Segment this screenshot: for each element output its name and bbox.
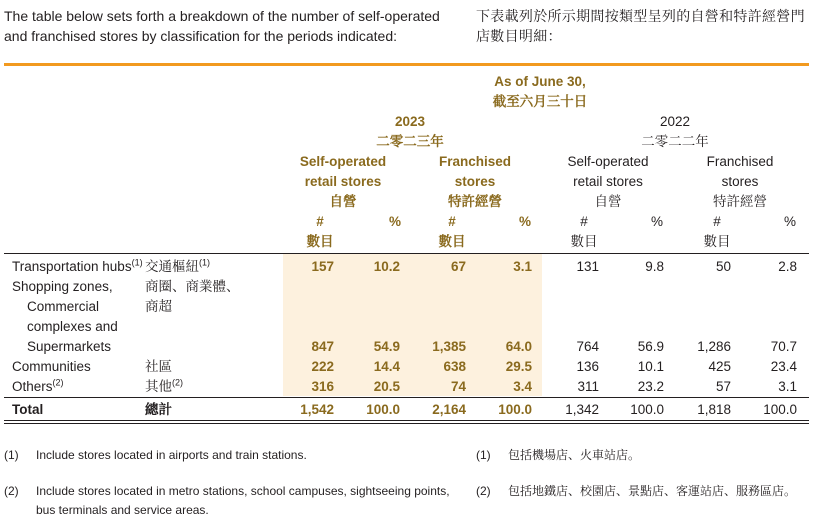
- header-2023-self-operated: Self-operated retail stores 自營: [299, 154, 387, 209]
- cell-shopping-2023-self-pct: 54.9: [373, 339, 400, 354]
- as-of-english: As of June 30,: [494, 74, 586, 89]
- row-label-total-zh: 總計: [145, 402, 172, 417]
- cell-others-2023-fran-pct: 3.4: [513, 379, 532, 394]
- cell-shopping-2023-fran-pct: 64.0: [505, 339, 532, 354]
- year-2023-chinese: 二零二三年: [376, 134, 444, 149]
- cell-transport-2023-fran-count: 67: [450, 259, 466, 274]
- cell-others-2022-fran-count: 57: [715, 379, 731, 394]
- cell-communities-2022-self-pct: 10.1: [637, 359, 664, 374]
- cell-communities-2023-fran-pct: 29.5: [505, 359, 532, 374]
- row-label-communities-zh: 社區: [145, 359, 172, 374]
- year-2023-heading: [310, 112, 510, 152]
- cell-transport-2023-self-pct: 10.2: [373, 259, 400, 274]
- cell-total-2022-self-pct: 100.0: [630, 402, 664, 417]
- cell-others-2023-self-pct: 20.5: [373, 379, 400, 394]
- cell-transport-2022-self-count: 131: [576, 259, 599, 274]
- year-2022: 2022: [659, 114, 691, 129]
- cell-shopping-2022-self-count: 764: [576, 339, 599, 354]
- cell-transport-2022-self-pct: 9.8: [645, 259, 664, 274]
- header-2022-fran-pct: %: [783, 214, 796, 229]
- intro-english-line-2: and franchised stores by classification for the periods indicated:: [4, 28, 397, 44]
- footnote-1-text: Include stores located in airports and train stations.: [36, 448, 307, 462]
- row-label-others-zh: 其他$^{(2)}$: [145, 377, 183, 394]
- cell-communities-2023-fran-count: 638: [443, 359, 466, 374]
- footnote-2-text: Include stores located in metro stations, school campuses, sightseeing points, bus terminals and service areas.: [36, 484, 450, 517]
- header-2022-self-operated: Self-operated retail stores 自營: [567, 154, 649, 209]
- year-2023: 2023: [394, 114, 426, 129]
- cell-others-2023-fran-count: 74: [450, 379, 466, 394]
- cell-communities-2022-fran-count: 425: [708, 359, 731, 374]
- cell-total-2023-fran-count: 2,164: [432, 402, 466, 417]
- cell-communities-2023-self-count: 222: [311, 359, 334, 374]
- header-2023-fran-pct: %: [518, 214, 531, 229]
- header-2022-fran-count: # 數目: [703, 214, 731, 249]
- row-label-total-en: Total: [12, 402, 44, 417]
- row-label-transport-en: Transportation hubs$^{(1)}$: [12, 257, 143, 274]
- row-label-communities-en: Communities: [12, 359, 91, 374]
- footnote-2-zh-text: 包括地鐵店、校園店、景點店、客運站店、服務區店。: [508, 484, 797, 498]
- footnote-2-zh-marker: (2): [476, 484, 491, 498]
- row-label-transport-zh: 交通樞紐$^{(1)}$: [145, 257, 210, 274]
- cell-others-2022-self-count: 311: [577, 379, 599, 394]
- header-bottom-rule: [4, 253, 809, 254]
- cell-transport-2023-self-count: 157: [311, 259, 334, 274]
- cell-others-2022-fran-pct: 3.1: [778, 379, 797, 394]
- cell-transport-2022-fran-pct: 2.8: [778, 259, 797, 274]
- cell-transport-2022-fran-count: 50: [715, 259, 731, 274]
- row-label-shopping-zh: 商圈、商業體、 商超: [145, 279, 240, 314]
- cell-shopping-2022-fran-pct: 70.7: [770, 339, 797, 354]
- header-2023-fran-count: # 數目: [438, 214, 466, 249]
- cell-total-2022-self-count: 1,342: [565, 402, 599, 417]
- cell-total-2022-fran-count: 1,818: [697, 402, 731, 417]
- footnote-2-marker: (2): [4, 484, 19, 498]
- cell-total-2022-fran-pct: 100.0: [763, 402, 797, 417]
- cell-communities-2022-self-count: 136: [576, 359, 599, 374]
- total-bottom-rule: [4, 420, 809, 421]
- cell-total-2023-fran-pct: 100.0: [498, 402, 532, 417]
- cell-total-2023-self-count: 1,542: [300, 402, 334, 417]
- cell-total-2023-self-pct: 100.0: [366, 402, 400, 417]
- intro-chinese: [476, 6, 805, 46]
- intro-english: [4, 6, 440, 46]
- header-2023-franchised: Franchised stores 特許經營: [438, 154, 512, 209]
- as-of-heading: [440, 72, 640, 112]
- year-2022-heading: [575, 112, 775, 152]
- header-2023-self-count: # 數目: [306, 214, 334, 249]
- cell-shopping-2023-self-count: 847: [311, 339, 334, 354]
- total-bottom-double-rule: [4, 423, 809, 424]
- cell-others-2022-self-pct: 23.2: [637, 379, 664, 394]
- cell-communities-2022-fran-pct: 23.4: [770, 359, 797, 374]
- cell-communities-2023-self-pct: 14.4: [373, 359, 400, 374]
- intro-chinese-line-1: 下表載列於所示期間按類型呈列的自營和特許經營門: [476, 8, 805, 24]
- intro-english-line-1: The table below sets forth a breakdown of the number of self-operated: [4, 8, 440, 24]
- footnote-1-marker: (1): [4, 448, 19, 462]
- footnote-1-zh-marker: (1): [476, 448, 491, 462]
- intro-chinese-line-2: 店數目明細：: [476, 28, 562, 44]
- header-2022-franchised: Franchised stores 特許經營: [706, 154, 774, 209]
- cell-transport-2023-fran-pct: 3.1: [513, 259, 532, 274]
- as-of-chinese: 截至六月三十日: [492, 94, 588, 109]
- row-label-others-en: Others$^{(2)}$: [12, 377, 64, 394]
- cell-shopping-2022-fran-count: 1,286: [697, 339, 731, 354]
- total-top-rule: [4, 397, 809, 398]
- cell-shopping-2023-fran-count: 1,385: [432, 339, 466, 354]
- cell-shopping-2022-self-pct: 56.9: [637, 339, 664, 354]
- header-2022-self-pct: %: [650, 214, 663, 229]
- row-label-shopping-en: Shopping zones, Commercial complexes and Supermarkets: [12, 279, 118, 354]
- header-2022-self-count: # 數目: [570, 214, 598, 249]
- footnote-1-zh-text: 包括機場店、火車站店。: [508, 448, 641, 462]
- cell-others-2023-self-count: 316: [311, 379, 334, 394]
- table-top-rule: [4, 63, 809, 66]
- year-2022-chinese: 二零二二年: [641, 134, 709, 149]
- header-2023-self-pct: %: [388, 214, 401, 229]
